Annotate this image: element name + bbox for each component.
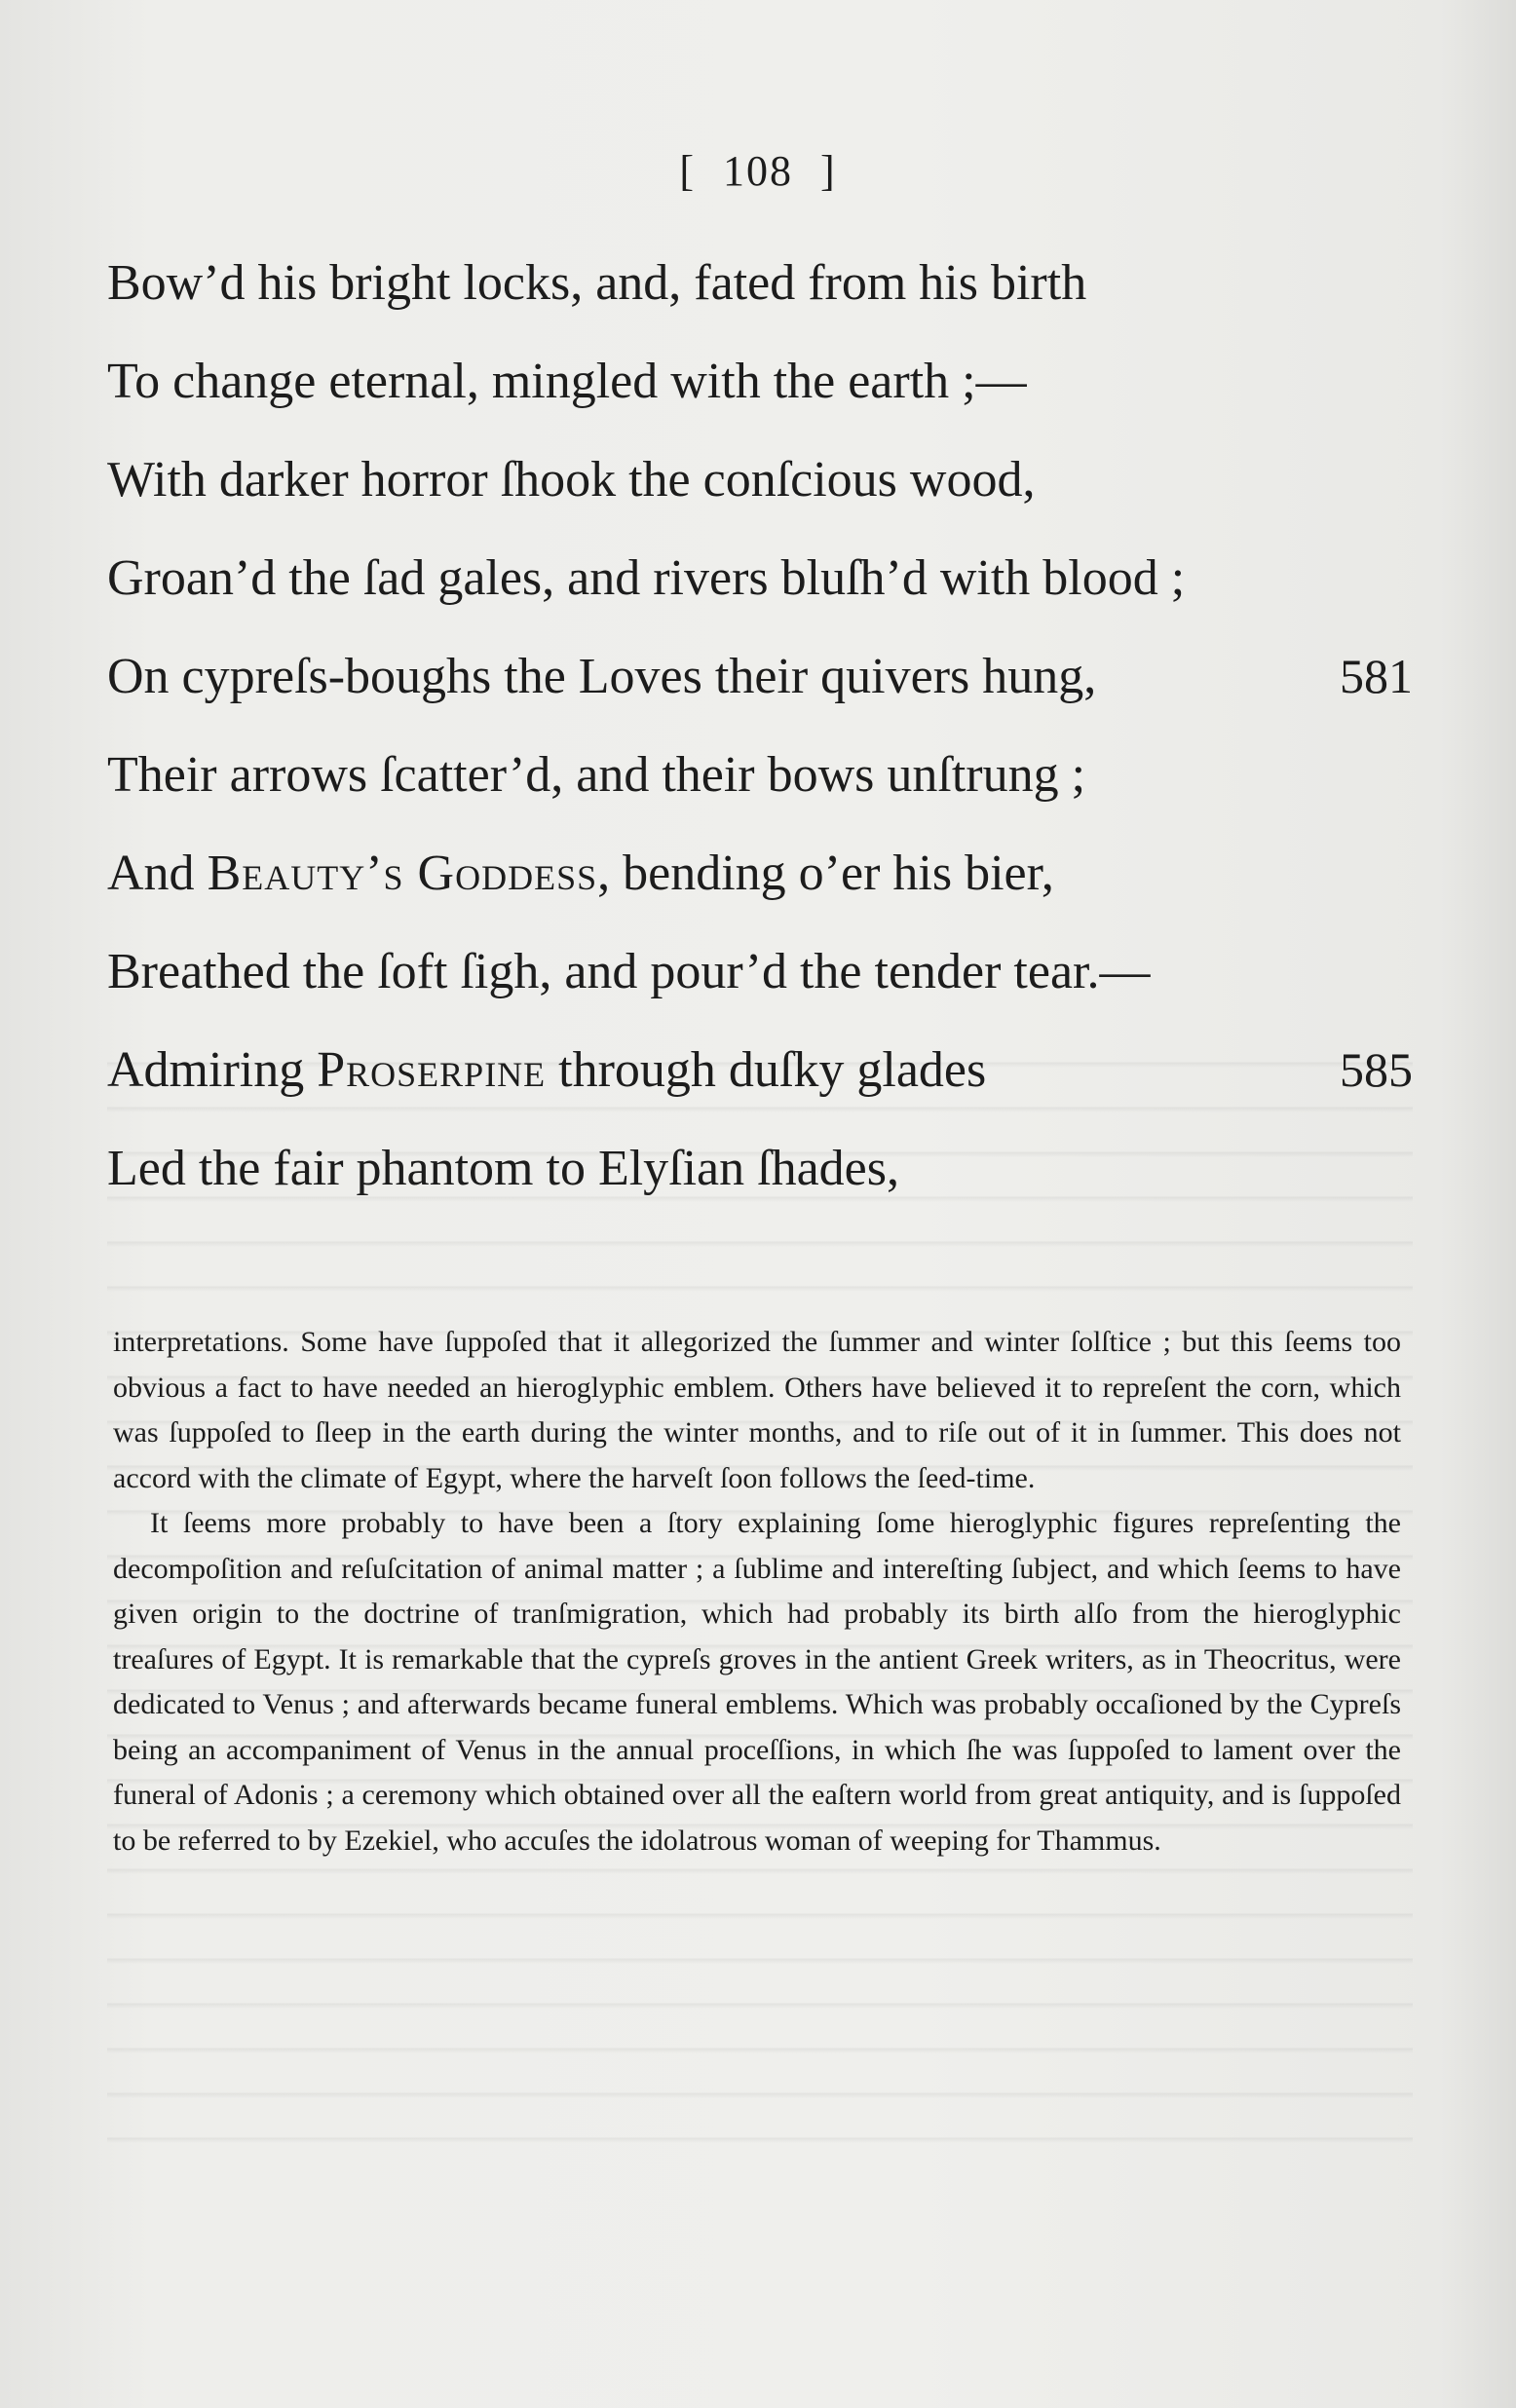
verse-line-text: Bow’d his bright locks, and, fated from his birth	[107, 255, 1087, 311]
verse-line-text: And Beauty’s Goddess, bending o’er his bier,	[107, 846, 1054, 901]
bracket-close: ]	[820, 147, 837, 195]
verse-line	[107, 922, 1413, 1021]
footnote-paragraph: It ſeems more probably to have been a ſtory explaining ſome hieroglyphic figures repreſenting the decompoſition and reſuſcitation of animal matter ; a ſublime and intereſting ſubject, and which ſeems to have given origin to the doctrine of tranſmigration, which had probably its birth alſo from the hieroglyphic treaſures of Egypt. It is remarkable that the cypreſs groves in the antient Greek writers, as in Theocritus, were dedicated to Venus ; and afterwards became funeral emblems. Which was probably occaſioned by the Cypreſs being an accompaniment of Venus in the annual proceſſions, in which ſhe was ſuppoſed to lament over the funeral of Adonis ; a ceremony which obtained over all the eaſtern world from great antiquity, and is ſuppoſed to be referred to by Ezekiel, who accuſes the idolatrous woman of weeping for Thammus.	[113, 1507, 1401, 1857]
poem-verse	[107, 234, 1413, 1218]
bracket-open: [	[679, 147, 696, 195]
verse-line	[107, 824, 1413, 922]
page-number: 108	[723, 147, 793, 195]
verse-line-text: Their arrows ſcatter’d, and their bows unſtrung ;	[107, 747, 1086, 803]
verse-line-text: Led the fair phantom to Elyſian ſhades,	[107, 1141, 899, 1196]
verse-line	[107, 627, 1413, 726]
page-header	[0, 146, 1516, 196]
line-number: 581	[1340, 649, 1413, 703]
verse-line	[107, 1021, 1413, 1119]
verse-line-text: Admiring Proserpine through duſky glades	[107, 1042, 987, 1098]
verse-line-text: Groan’d the ſad gales, and rivers bluſh’d with blood ;	[107, 550, 1186, 606]
verse-line	[107, 332, 1413, 431]
line-number: 585	[1340, 1042, 1413, 1097]
footnote-paragraph: interpretations. Some have ſuppoſed that it allegorized the ſummer and winter ſolſtice ; but this ſeems too obvious a fact to have needed an hieroglyphic emblem. Others have believed it to repreſent the corn, which was ſuppoſed to ſleep in the earth during the winter months, and to riſe out of it in ſummer. This does not accord with the climate of Egypt, where the harveſt ſoon follows the ſeed-time.	[113, 1326, 1401, 1494]
verse-line-text: With darker horror ſhook the conſcious wood,	[107, 452, 1036, 508]
verse-line	[107, 431, 1413, 529]
verse-line-text: Breathed the ſoft ſigh, and pour’d the tender tear.—	[107, 944, 1151, 999]
verse-line-text: To change eternal, mingled with the earth ;—	[107, 354, 1027, 409]
verse-line	[107, 234, 1413, 332]
verse-line	[107, 1119, 1413, 1218]
verse-line	[107, 529, 1413, 627]
verse-line-text: On cypreſs-boughs the Loves their quivers hung,	[107, 649, 1097, 704]
footnote-block	[113, 1320, 1401, 1863]
verse-line	[107, 726, 1413, 824]
